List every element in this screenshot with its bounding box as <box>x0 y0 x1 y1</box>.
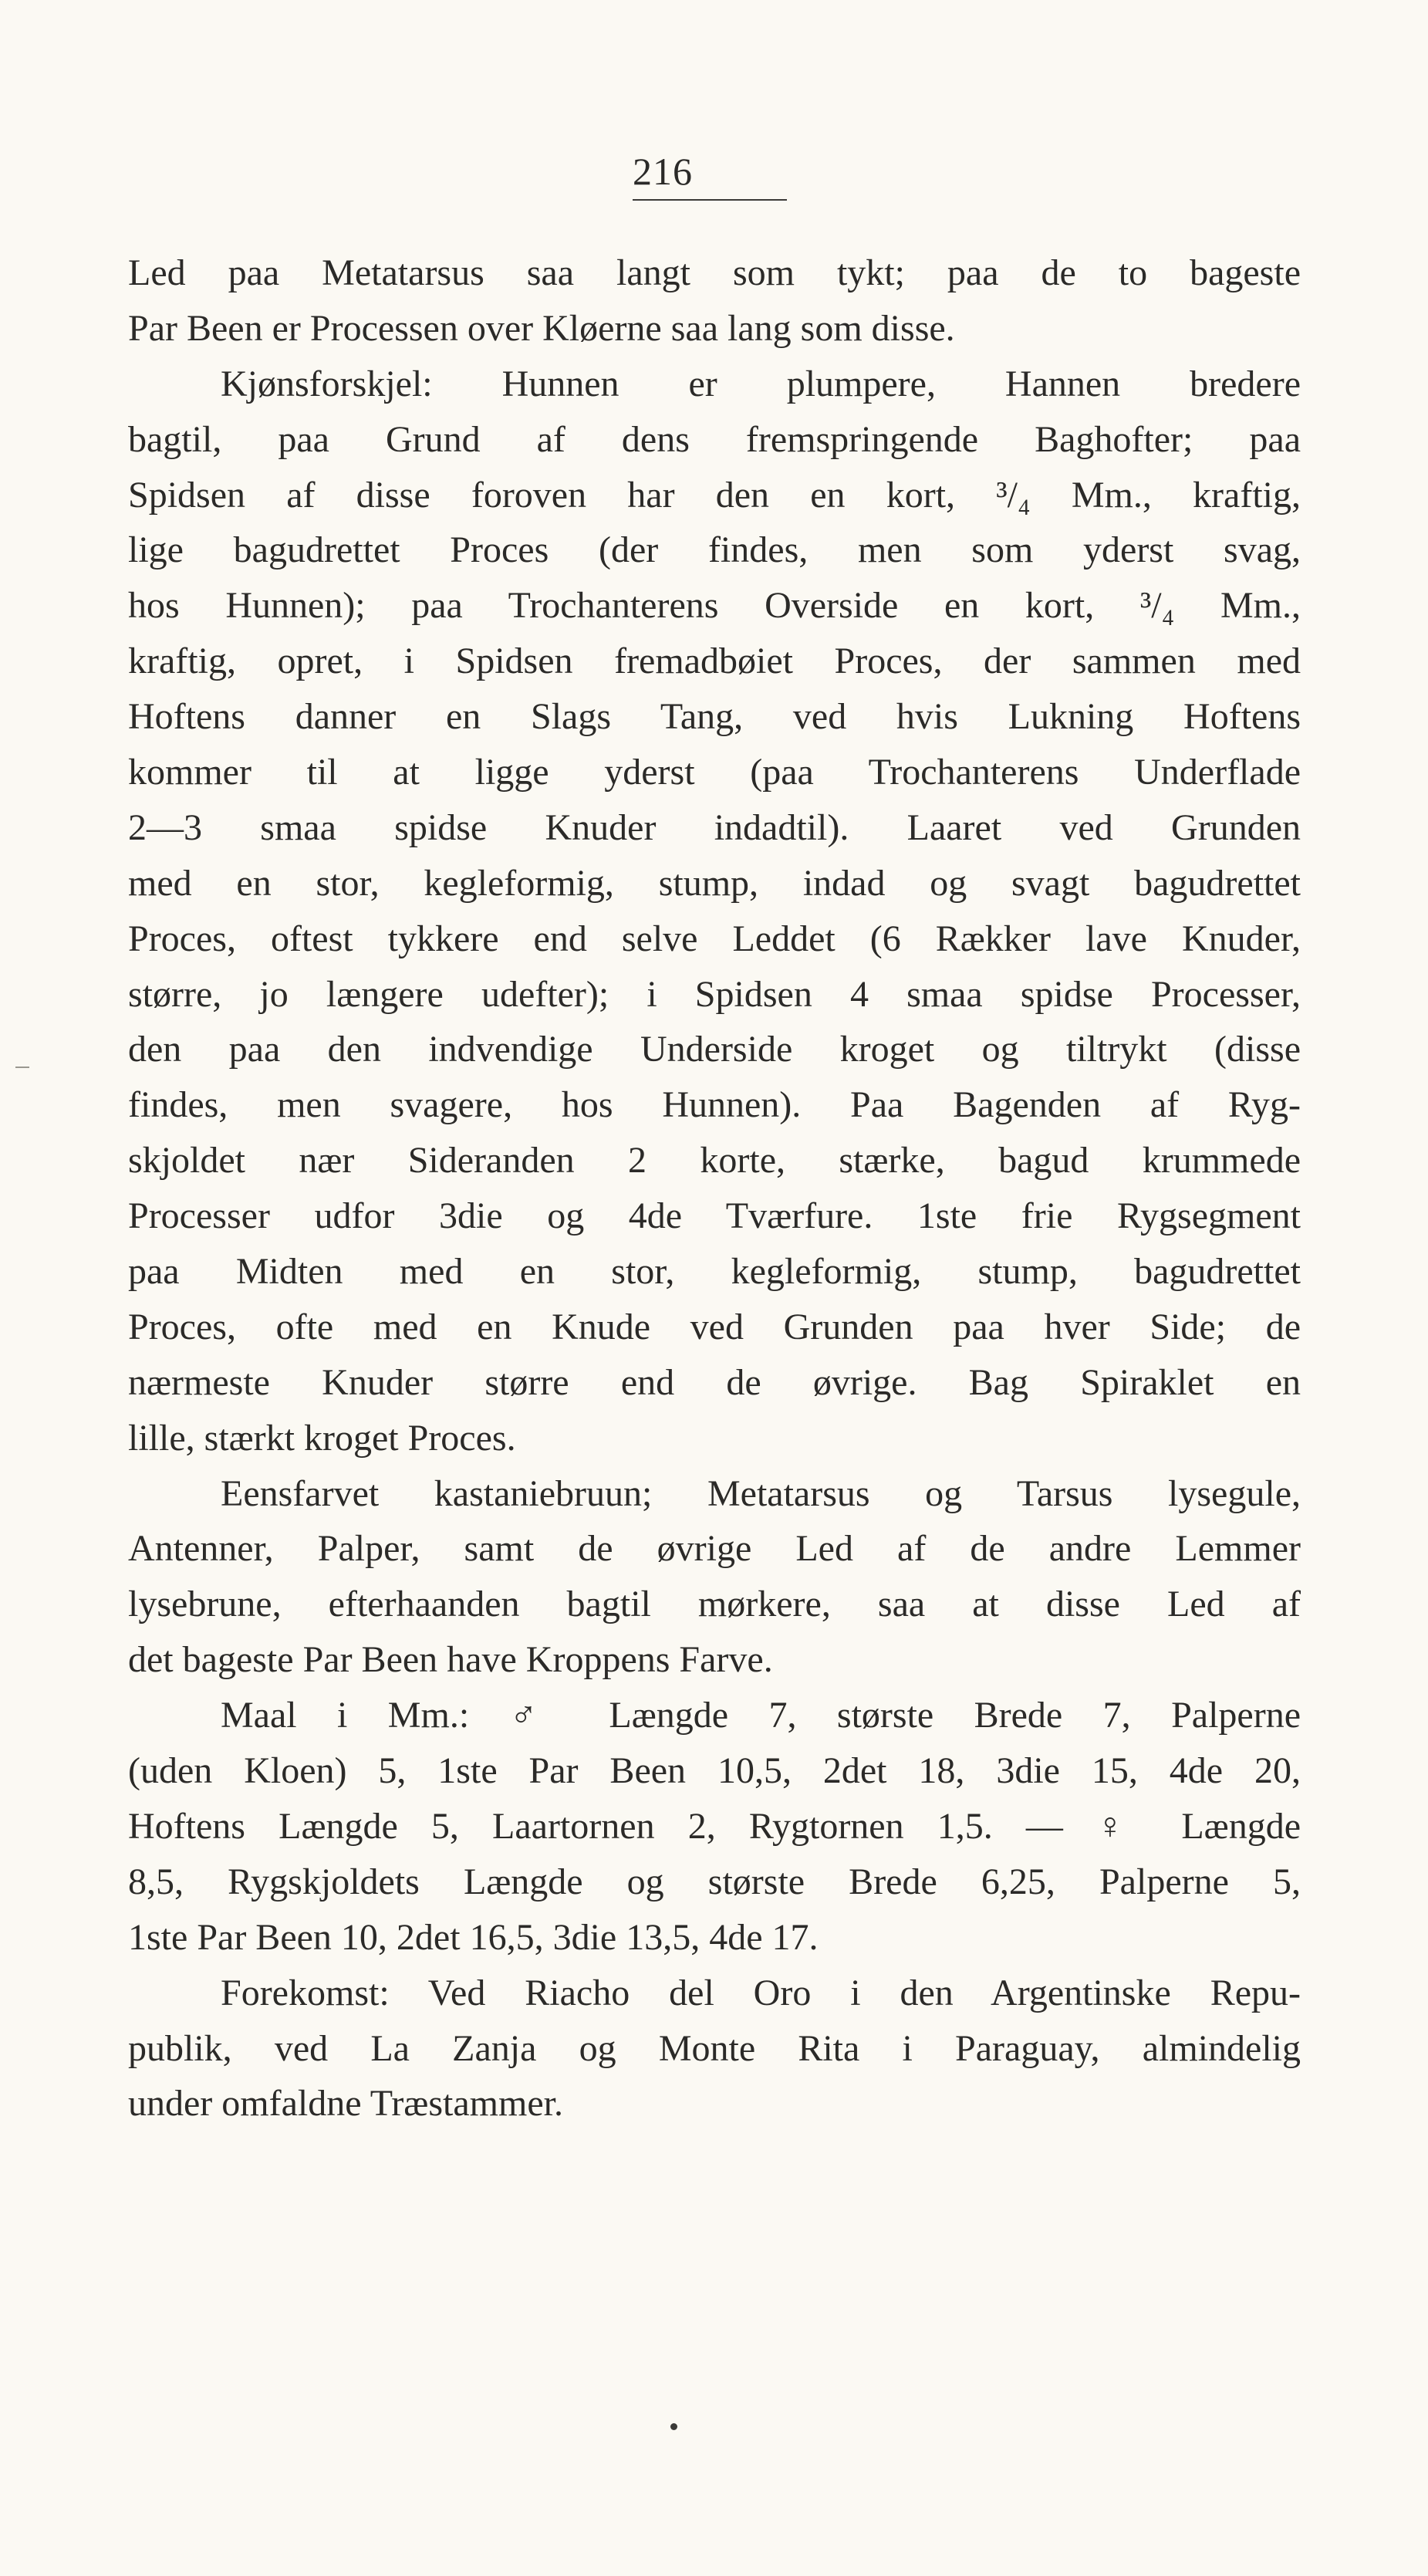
text-line: Hoftens danner en Slags Tang, ved hvis Lukning Hoftens <box>128 696 1301 738</box>
text-line: 1ste Par Been 10, 2det 16,5, 3die 13,5, 4de 17. <box>128 1916 819 1958</box>
text-line: lysebrune, efterhaanden bagtil mørkere, saa at disse Led af <box>128 1584 1301 1625</box>
text-line: Maal i Mm.: ♂ Længde 7, største Brede 7, Palperne <box>221 1695 1301 1736</box>
page-number: 216 <box>633 150 693 193</box>
text-line: Spidsen af disse foroven har den en kort, ³/₄ Mm., kraftig, <box>128 474 1301 516</box>
text-line: bagtil, paa Grund af dens fremspringende Baghofter; paa <box>128 418 1301 460</box>
text-line: Par Been er Processen over Kløerne saa lang som disse. <box>128 307 955 349</box>
text-line: lige bagudrettet Proces (der findes, men som yderst svag, <box>128 529 1301 571</box>
text-line: Proces, ofte med en Knude ved Grunden paa hver Side; de <box>128 1306 1301 1347</box>
print-speck <box>670 2423 677 2430</box>
text-line: Forekomst: Ved Riacho del Oro i den Argentinske Repu- <box>221 1972 1301 2013</box>
text-line: under omfaldne Træstammer. <box>128 2083 563 2125</box>
text-line: med en stor, kegleformig, stump, indad og svagt bagudrettet <box>128 862 1301 904</box>
text-line: paa Midten med en stor, kegleformig, stump, bagudrettet <box>128 1251 1301 1293</box>
text-line: publik, ved La Zanja og Monte Rita i Paraguay, almindelig <box>128 2027 1301 2069</box>
text-line: kraftig, opret, i Spidsen fremadbøiet Proces, der sammen med <box>128 641 1301 682</box>
text-line: større, jo længere udefter); i Spidsen 4 smaa spidse Processer, <box>128 973 1301 1015</box>
text-line: det bageste Par Been have Kroppens Farve. <box>128 1639 773 1681</box>
text-line: nærmeste Knuder større end de øvrige. Bag Spiraklet en <box>128 1361 1301 1403</box>
text-line: kommer til at ligge yderst (paa Trochanterens Underflade <box>128 752 1301 793</box>
text-line: findes, men svagere, hos Hunnen). Paa Bagenden af Ryg- <box>128 1084 1301 1126</box>
text-line: hos Hunnen); paa Trochanterens Overside en kort, ³/₄ Mm., <box>128 585 1301 627</box>
text-line: Antenner, Palper, samt de øvrige Led af de andre Lemmer <box>128 1528 1301 1570</box>
text-line: lille, stærkt kroget Proces. <box>128 1417 516 1459</box>
text-line: Proces, oftest tykkere end selve Leddet (6 Rækker lave Knuder, <box>128 918 1301 959</box>
text-line: (uden Kloen) 5, 1ste Par Been 10,5, 2det 18, 3die 15, 4de 20, <box>128 1750 1301 1792</box>
text-line: skjoldet nær Sideranden 2 korte, stærke, bagud krummede <box>128 1140 1301 1182</box>
text-line: Hoftens Længde 5, Laartornen 2, Rygtornen 1,5. — ♀ Længde <box>128 1805 1301 1847</box>
text-line: 8,5, Rygskjoldets Længde og største Brede 6,25, Palperne 5, <box>128 1861 1301 1902</box>
text-line: Processer udfor 3die og 4de Tværfure. 1ste frie Rygsegment <box>128 1195 1301 1237</box>
margin-mark <box>15 1067 29 1068</box>
page-number-rule <box>633 199 787 201</box>
body-text <box>128 245 1301 2131</box>
text-line: Eensfarvet kastaniebruun; Metatarsus og Tarsus lysegule, <box>221 1472 1301 1514</box>
text-line: den paa den indvendige Underside kroget og tiltrykt (disse <box>128 1029 1301 1070</box>
text-line: Kjønsforskjel: Hunnen er plumpere, Hannen bredere <box>221 363 1301 404</box>
text-line: 2—3 smaa spidse Knuder indadtil). Laaret ved Grunden <box>128 806 1301 848</box>
text-line: Led paa Metatarsus saa langt som tykt; paa de to bageste <box>128 252 1301 293</box>
